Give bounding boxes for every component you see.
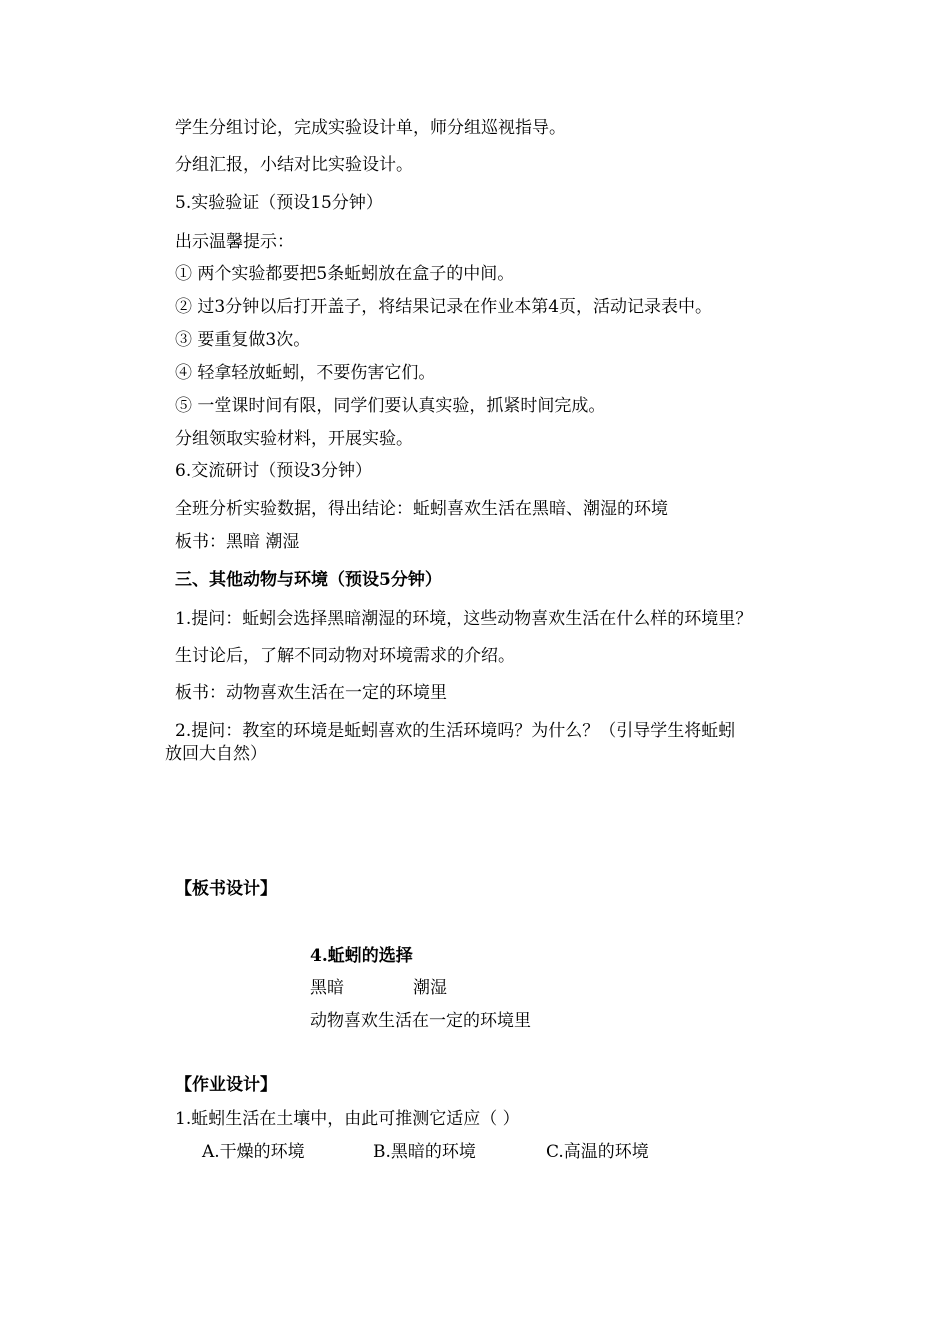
tip-item-3: ③ 要重复做3次。 — [175, 330, 311, 350]
text-line-group-report: 分组汇报，小结对比实验设计。 — [175, 155, 413, 175]
tip-item-5: ⑤ 一堂课时间有限，同学们要认真实验，抓紧时间完成。 — [175, 396, 606, 416]
homework-question: 1.蚯蚓生活在土壤中，由此可推测它适应（ ） — [175, 1109, 520, 1129]
text-line-collect-materials: 分组领取实验材料，开展实验。 — [175, 429, 413, 449]
board-design-heading: 【板书设计】 — [175, 879, 277, 899]
text-line-after-discussion: 生讨论后，了解不同动物对环境需求的介绍。 — [175, 646, 515, 666]
homework-option-c: C.高温的环境 — [546, 1142, 649, 1162]
board-design-word-dark: 黑暗 — [310, 978, 344, 998]
tip-item-4: ④ 轻拿轻放蚯蚓，不要伤害它们。 — [175, 363, 436, 383]
text-line-conclusion: 全班分析实验数据，得出结论：蚯蚓喜欢生活在黑暗、潮湿的环境 — [175, 499, 668, 519]
tip-item-1: ① 两个实验都要把5条蚯蚓放在盒子的中间。 — [175, 264, 515, 284]
board-design-title: 4.蚯蚓的选择 — [310, 946, 413, 966]
homework-option-a: A.干燥的环境 — [202, 1142, 305, 1162]
homework-heading: 【作业设计】 — [175, 1075, 277, 1095]
text-line-tips-intro: 出示温馨提示： — [175, 232, 294, 252]
text-line-discussion-step: 6.交流研讨（预设3分钟） — [175, 461, 373, 481]
text-line-student-discussion: 学生分组讨论，完成实验设计单，师分组巡视指导。 — [175, 118, 566, 138]
text-line-question-1: 1.提问：蚯蚓会选择黑暗潮湿的环境，这些动物喜欢生活在什么样的环境里？ — [175, 609, 753, 629]
tip-item-2: ② 过3分钟以后打开盖子，将结果记录在作业本第4页，活动记录表中。 — [175, 297, 713, 317]
text-line-question-2-cont: 放回大自然） — [165, 744, 267, 764]
board-design-word-damp: 潮湿 — [413, 978, 447, 998]
text-line-question-2: 2.提问：教室的环境是蚯蚓喜欢的生活环境吗？为什么？（引导学生将蚯蚓 — [175, 721, 736, 741]
text-line-experiment-verify: 5.实验验证（预设15分钟） — [175, 193, 383, 213]
text-line-board-note: 板书：黑暗 潮湿 — [175, 532, 300, 552]
homework-option-b: B.黑暗的环境 — [373, 1142, 476, 1162]
board-design-summary: 动物喜欢生活在一定的环境里 — [310, 1011, 531, 1031]
section-heading-other-animals: 三、其他动物与环境（预设5分钟） — [175, 570, 442, 590]
text-line-board-animals: 板书：动物喜欢生活在一定的环境里 — [175, 683, 447, 703]
